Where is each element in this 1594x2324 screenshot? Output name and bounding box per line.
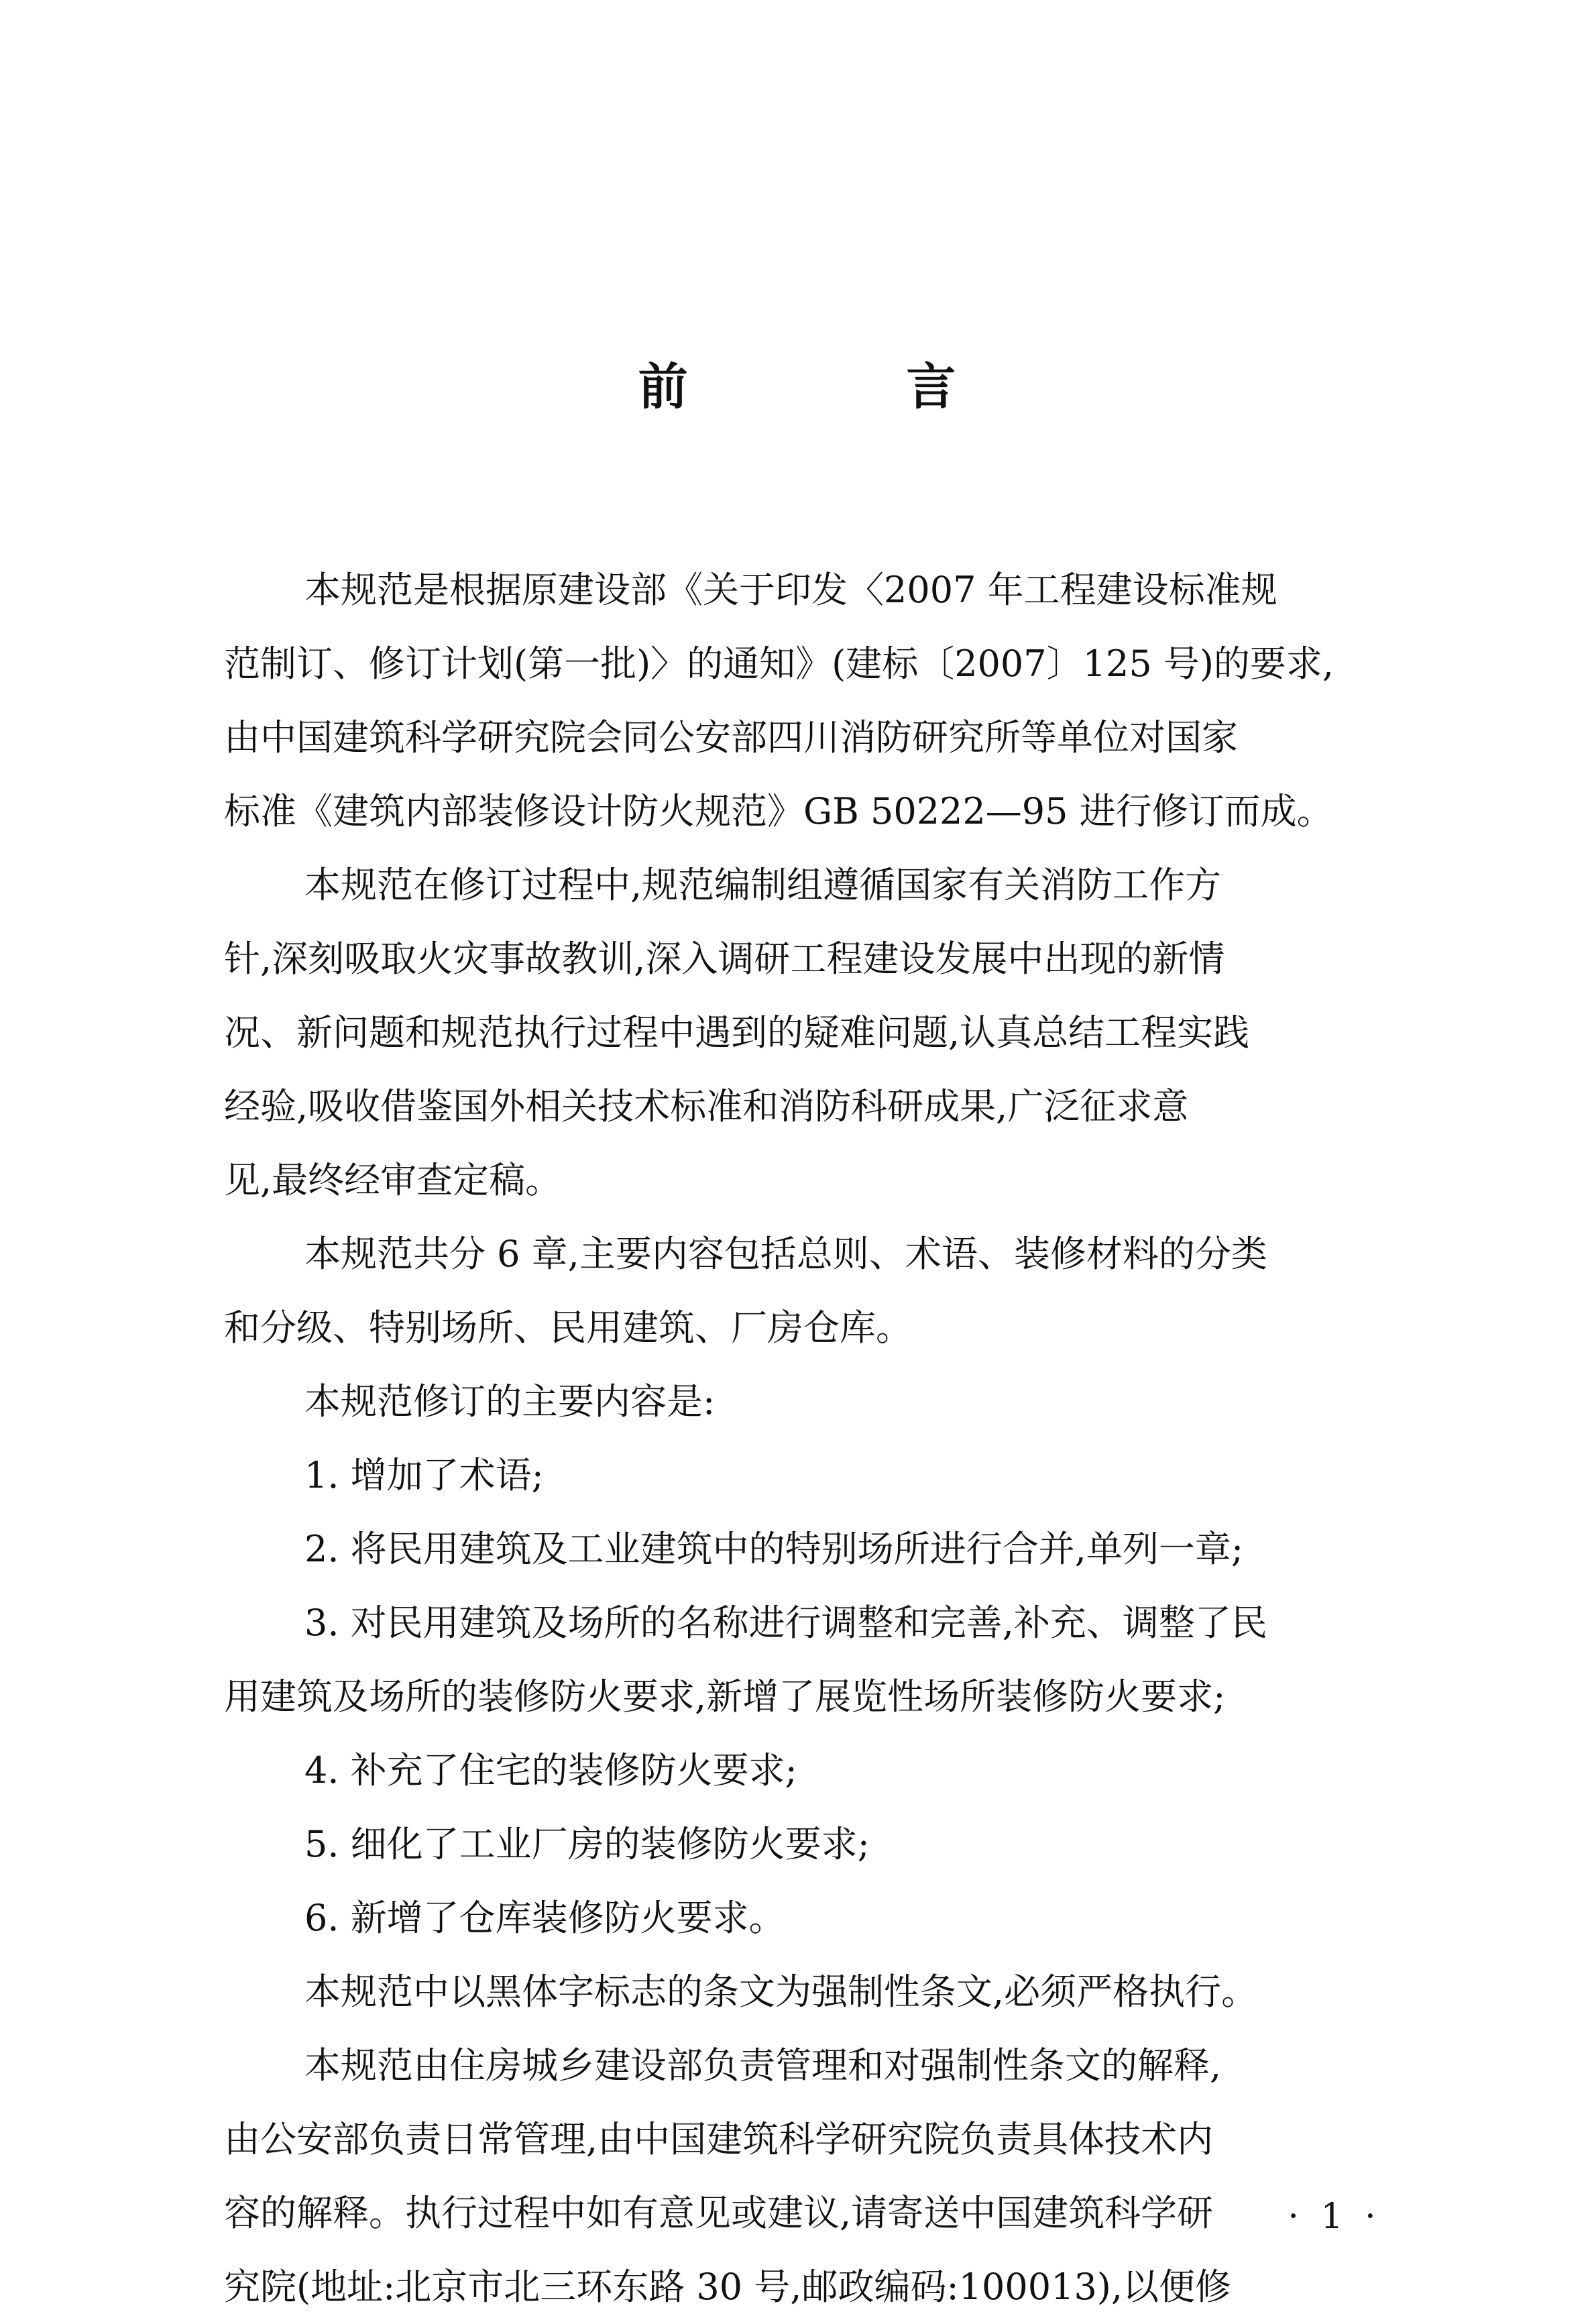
preface-body [224,553,1404,2324]
text-line: 用建筑及场所的装修防火要求,新增了展览性场所装修防火要求; [224,1675,1226,1718]
text-line: 究院(地址:北京市北三环东路 30 号,邮政编码:100013),以便修 [224,2266,1232,2308]
text-line: 3. 对民用建筑及场所的名称进行调整和完善,补充、调整了民 [304,1602,1267,1644]
text-line: 范制订、修订计划(第一批)〉的通知》(建标〔2007〕125 号)的要求, [224,643,1334,685]
text-line: 1. 增加了术语; [304,1454,544,1496]
page-title [0,358,1594,416]
text-line: 6. 新增了仓库装修防火要求。 [304,1897,785,1939]
text-line: 和分级、特别场所、民用建筑、厂房仓库。 [224,1307,912,1349]
text-line: 经验,吸收借鉴国外相关技术标准和消防科研成果,广泛征求意 [224,1085,1189,1127]
text-line: 况、新问题和规范执行过程中遇到的疑难问题,认真总结工程实践 [224,1011,1250,1054]
text-line: 2. 将民用建筑及工业建筑中的特别场所进行合并,单列一章; [304,1528,1244,1570]
text-line: 4. 补充了住宅的装修防火要求; [304,1749,797,1791]
text-line: 见,最终经审查定稿。 [224,1159,562,1201]
text-line: 标准《建筑内部装修设计防火规范》GB 50222—95 进行修订而成。 [224,790,1333,832]
text-line: 由公安部负责日常管理,由中国建筑科学研究院负责具体技术内 [224,2118,1214,2160]
text-line: 本规范中以黑体字标志的条文为强制性条文,必须严格执行。 [304,1971,1258,2013]
text-line: 由中国建筑科学研究院会同公安部四川消防研究所等单位对国家 [224,716,1238,759]
text-line: 5. 细化了工业厂房的装修防火要求; [304,1823,870,1865]
text-line: 本规范共分 6 章,主要内容包括总则、术语、装修材料的分类 [304,1233,1267,1275]
text-line: 本规范修订的主要内容是: [304,1380,716,1423]
text-line: 针,深刻吸取火灾事故教训,深入调研工程建设发展中出现的新情 [224,938,1225,980]
text-line: 本规范由住房城乡建设部负责管理和对强制性条文的解释, [304,2044,1222,2087]
text-line: 容的解释。执行过程中如有意见或建议,请寄送中国建筑科学研 [224,2192,1214,2234]
page-number: · 1 · [1288,2197,1381,2237]
text-line: 本规范在修订过程中,规范编制组遵循国家有关消防工作方 [304,864,1222,906]
text-line: 本规范是根据原建设部《关于印发〈2007 年工程建设标准规 [304,569,1277,611]
title-text: 前 言 [638,358,1057,416]
